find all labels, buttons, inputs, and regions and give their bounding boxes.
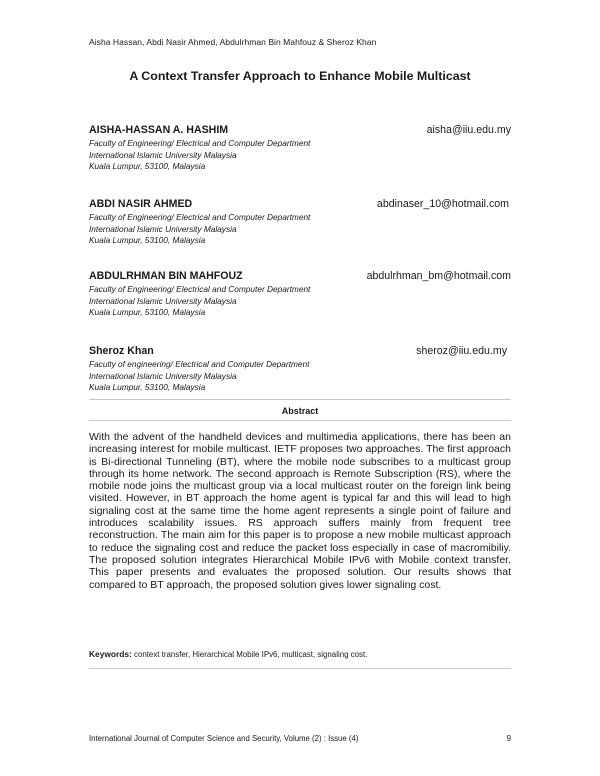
author-name: AISHA-HASSAN A. HASHIM	[89, 124, 229, 136]
author-email: abdinaser_10@hotmail.com	[376, 198, 509, 210]
author-affiliation-city: Kuala Lumpur, 53100, Malaysia	[89, 235, 206, 246]
abstract-body: With the advent of the handheld devices and multimedia applications, there has been an increasing interest for mobile multicast. IETF proposes two approaches. The first approach is Bi-directional Tunneling (BT), where the mobile node subscribes to a multicast group through its home network. The second approach is Remote Subscription (RS), where the mobile node joins the multicast group via a local multicast router on the foreign link being visited. However, in BT approach the home agent is typical far and this will lead to high signaling cost at the same time the home agent represents a single point of failure and introduces scalability issues. RS approach suffers mainly from frequent tree reconstruction. The main aim for this paper is to propose a new mobile multicast approach to reduce the signaling cost and reduce the packet loss especially in case of macromibiliy. The proposed solution integrates Hierarchical Mobile IPv6 with Mobile context transfer. This paper presents and evaluates the proposed solution. Our results shows that compared to BT approach, the proposed solution gives lower signaling cost.	[89, 431, 511, 591]
author-affiliation-city: Kuala Lumpur, 53100, Malaysia	[89, 382, 206, 393]
author-block-1	[89, 124, 511, 173]
page-number: 9	[506, 734, 511, 743]
author-affiliation-dept: Faculty of Engineering/ Electrical and Computer Department	[89, 212, 311, 222]
running-head: Aisha Hassan, Abdi Nasir Ahmed, Abdulrhman Bin Mahfouz & Sheroz Khan	[89, 37, 377, 47]
author-email: abdulrhman_bm@hotmail.com	[366, 270, 511, 282]
author-block-4	[89, 345, 511, 394]
author-name: ABDI NASIR AHMED	[89, 198, 193, 210]
abstract-heading: Abstract	[281, 406, 319, 416]
author-affiliation-university: International Islamic University Malaysia	[89, 295, 237, 306]
abstract-top-rule	[89, 399, 511, 400]
footer-journal: International Journal of Computer Science and Security, Volume (2) : Issue (4)	[89, 734, 359, 743]
author-affiliation-dept: Faculty of Engineering/ Electrical and Computer Department	[89, 138, 311, 148]
author-affiliation-dept: Faculty of Engineering/ Electrical and Computer Department	[89, 284, 311, 294]
author-affiliation-university: International Islamic University Malaysia	[89, 370, 237, 381]
author-block-3	[89, 270, 511, 319]
keywords-bottom-rule	[89, 668, 511, 669]
keywords	[89, 649, 511, 659]
author-affiliation-dept: Faculty of engineering/ Electrical and Computer Department	[89, 359, 310, 369]
author-block-2	[89, 198, 511, 247]
author-affiliation-university: International Islamic University Malaysia	[89, 149, 237, 160]
author-name: Sheroz Khan	[89, 345, 154, 357]
author-affiliation-city: Kuala Lumpur, 53100, Malaysia	[89, 161, 206, 172]
abstract-heading-rule	[89, 420, 511, 421]
author-affiliation-university: International Islamic University Malaysia	[89, 223, 237, 234]
paper-title: A Context Transfer Approach to Enhance Mobile Multicast	[129, 69, 471, 83]
author-name: ABDULRHMAN BIN MAHFOUZ	[89, 270, 243, 282]
keywords-text: context transfer, Hierarchical Mobile IPv6, multicast, signaling cost.	[131, 650, 368, 659]
author-email: aisha@iiu.edu.my	[426, 124, 511, 136]
keywords-label: Keywords:	[89, 649, 132, 659]
author-email: sheroz@iiu.edu.my	[416, 345, 507, 357]
author-affiliation-city: Kuala Lumpur, 53100, Malaysia	[89, 307, 206, 318]
